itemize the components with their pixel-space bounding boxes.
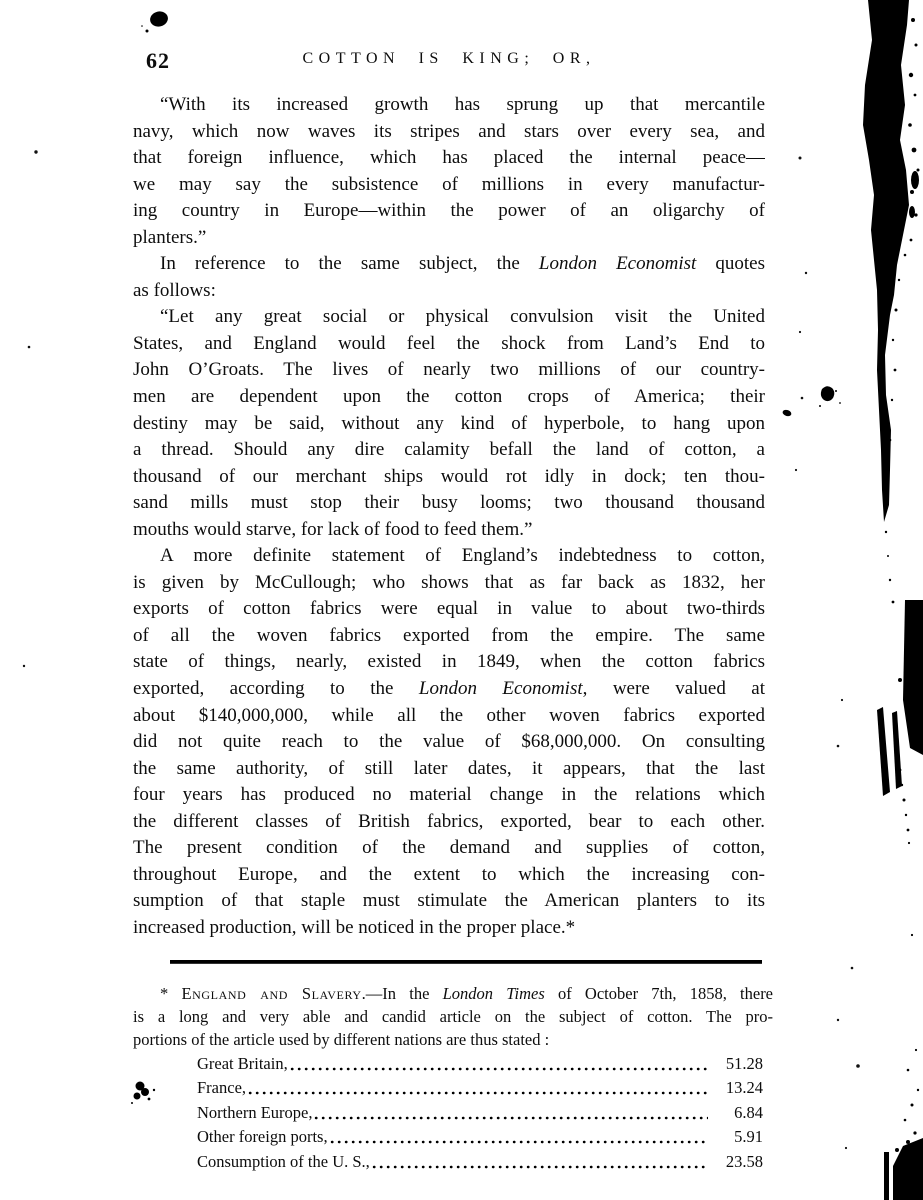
corner-shadow-bottom-right <box>884 1049 923 1200</box>
text-line <box>133 490 765 517</box>
text-segment: that foreign influence, which has placed the internal peace— <box>133 147 765 169</box>
text-segment: four years has produced no material change in the relations which <box>133 784 765 806</box>
dot-leader <box>314 1103 708 1127</box>
text-line <box>133 251 765 278</box>
text-segment: destiny may be said, without any kind of hyperbole, to hang upon <box>133 412 765 434</box>
text-line <box>133 145 765 172</box>
text-segment: navy, which now waves its stripes and stars over every sea, and <box>133 120 765 142</box>
text-line <box>133 357 765 384</box>
text-line <box>133 835 765 862</box>
text-line <box>133 92 765 119</box>
text-segment: of all the woven fabrics exported from the empire. The same <box>133 624 765 646</box>
dot-leader <box>372 1152 708 1176</box>
footnote-value: 6.84 <box>734 1102 763 1122</box>
text-segment: of October 7th, 1858, there <box>544 984 773 1003</box>
text-segment: John O’Groats. The lives of nearly two millions of our country- <box>133 359 765 381</box>
text-line <box>133 198 765 225</box>
text-segment: London Economist <box>418 678 583 700</box>
text-line <box>133 384 765 411</box>
text-segment: about $140,000,000, while all the other woven fabrics exported <box>133 704 765 726</box>
footnote-row <box>197 1152 763 1176</box>
text-segment: planters.” <box>133 226 207 248</box>
text-line <box>133 888 765 915</box>
footnote-row <box>197 1103 763 1127</box>
text-line <box>133 225 765 252</box>
text-segment: thousand of our merchant ships would rot idly in dock; ten thou- <box>133 465 765 487</box>
text-line <box>133 649 765 676</box>
text-segment: The present condition of the demand and supplies of cotton, <box>133 837 765 859</box>
text-line <box>133 982 773 1005</box>
text-segment: ing country in Europe—within the power of an oligarchy of <box>133 200 765 222</box>
text-segment: men are dependent upon the cotton crops of America; their <box>133 386 765 408</box>
text-segment: did not quite reach to the value of $68,000,000. On consulting <box>133 731 765 753</box>
text-segment: quotes <box>696 253 765 275</box>
text-segment: as follows: <box>133 279 216 301</box>
text-segment: A more definite statement of England’s indebtedness to cotton, <box>160 545 765 567</box>
text-line <box>133 729 765 756</box>
text-segment: “Let any great social or physical convulsion visit the United <box>160 306 765 328</box>
footnote-row <box>197 1078 763 1102</box>
text-segment: “With its increased growth has sprung up that mercantile <box>160 94 765 115</box>
text-segment: state of things, nearly, existed in 1849, when the cotton fabrics <box>133 651 765 673</box>
text-segment: exported, according to the <box>133 678 419 700</box>
text-line <box>133 172 765 199</box>
dot-leader <box>330 1127 708 1151</box>
running-head: COTTON IS KING; OR, <box>302 50 596 67</box>
footnote-rule <box>170 960 762 964</box>
text-segment: we may say the subsistence of millions in every manufactur- <box>133 173 765 195</box>
footnote-label: Consumption of the U. S., <box>197 1151 370 1171</box>
text-line <box>133 411 765 438</box>
text-segment: portions of the article used by different nations are thus stated : <box>133 1030 550 1050</box>
paragraph <box>133 304 765 543</box>
ink-speck-mid-right <box>782 386 841 417</box>
text-line <box>133 543 765 570</box>
body-text <box>133 92 765 942</box>
text-line <box>133 304 765 331</box>
text-line <box>133 1005 773 1028</box>
text-line <box>133 623 765 650</box>
text-line <box>133 570 765 597</box>
text-segment: the same authority, of still later dates, it appears, that the last <box>133 757 765 779</box>
footnote-table <box>133 1054 765 1176</box>
text-segment: throughout Europe, and the extent to which the increasing con- <box>133 863 765 885</box>
text-segment: a thread. Should any dire calamity befall the land of cotton, a <box>133 439 765 461</box>
footnote-row <box>197 1054 763 1078</box>
footnote-row <box>197 1127 763 1151</box>
page-number: 62 <box>146 48 170 73</box>
footnote-label: Northern Europe, <box>197 1102 313 1122</box>
text-segment: sumption of that staple must stimulate the American planters to its <box>133 890 765 912</box>
text-line <box>133 1028 773 1051</box>
text-segment: .—In the <box>361 984 443 1003</box>
text-line <box>133 119 765 146</box>
text-segment: mouths would starve, for lack of food to feed them.” <box>133 518 533 540</box>
text-line <box>133 464 765 491</box>
text-line <box>133 782 765 809</box>
footnote-value: 13.24 <box>725 1078 763 1098</box>
text-segment: sand mills must stop their busy looms; two thousand thousand <box>133 492 765 514</box>
dot-leader <box>248 1078 708 1102</box>
footnote-value: 51.28 <box>725 1054 763 1073</box>
text-line <box>133 596 765 623</box>
text-segment: In reference to the same subject, the <box>160 253 539 275</box>
text-line <box>133 862 765 889</box>
text-line <box>133 915 765 942</box>
paragraph <box>133 251 765 304</box>
ink-blob-top-left <box>141 10 169 33</box>
footnote-label: Great Britain, <box>197 1054 288 1073</box>
dot-leader <box>290 1054 708 1078</box>
paragraph <box>133 543 765 941</box>
text-segment: increased production, will be noticed in the proper place.* <box>133 916 576 938</box>
text-segment: the different classes of British fabrics, exported, bear to each other. <box>133 810 765 832</box>
text-segment: States, and England would feel the shock from Land’s End to <box>133 332 765 354</box>
binding-streaks-right <box>877 600 923 936</box>
text-segment: England and Slavery <box>181 984 362 1003</box>
page-edge-shadow-right <box>863 0 920 603</box>
text-line <box>133 437 765 464</box>
text-segment: exports of cotton fabrics were equal in value to about two-thirds <box>133 598 765 620</box>
footnote-value: 5.91 <box>734 1127 763 1147</box>
footnote-text <box>133 982 773 1052</box>
text-line <box>133 331 765 358</box>
footnote-label: Other foreign ports, <box>197 1127 328 1147</box>
text-segment: , were valued at <box>582 678 765 700</box>
paragraph <box>133 92 765 251</box>
text-segment: London Times <box>442 984 545 1003</box>
footnote-label: France, <box>197 1078 247 1098</box>
text-line <box>133 809 765 836</box>
text-segment: is given by McCullough; who shows that as far back as 1832, her <box>133 571 765 593</box>
text-line <box>133 517 765 544</box>
text-segment: * <box>160 984 182 1003</box>
text-line <box>133 676 765 703</box>
text-line <box>133 278 765 305</box>
text-segment: is a long and very able and candid article on the subject of cotton. The pro- <box>133 1007 773 1027</box>
text-line <box>133 703 765 730</box>
footnote-value: 23.58 <box>725 1151 763 1171</box>
text-segment: London Economist <box>538 253 697 275</box>
text-line <box>133 756 765 783</box>
